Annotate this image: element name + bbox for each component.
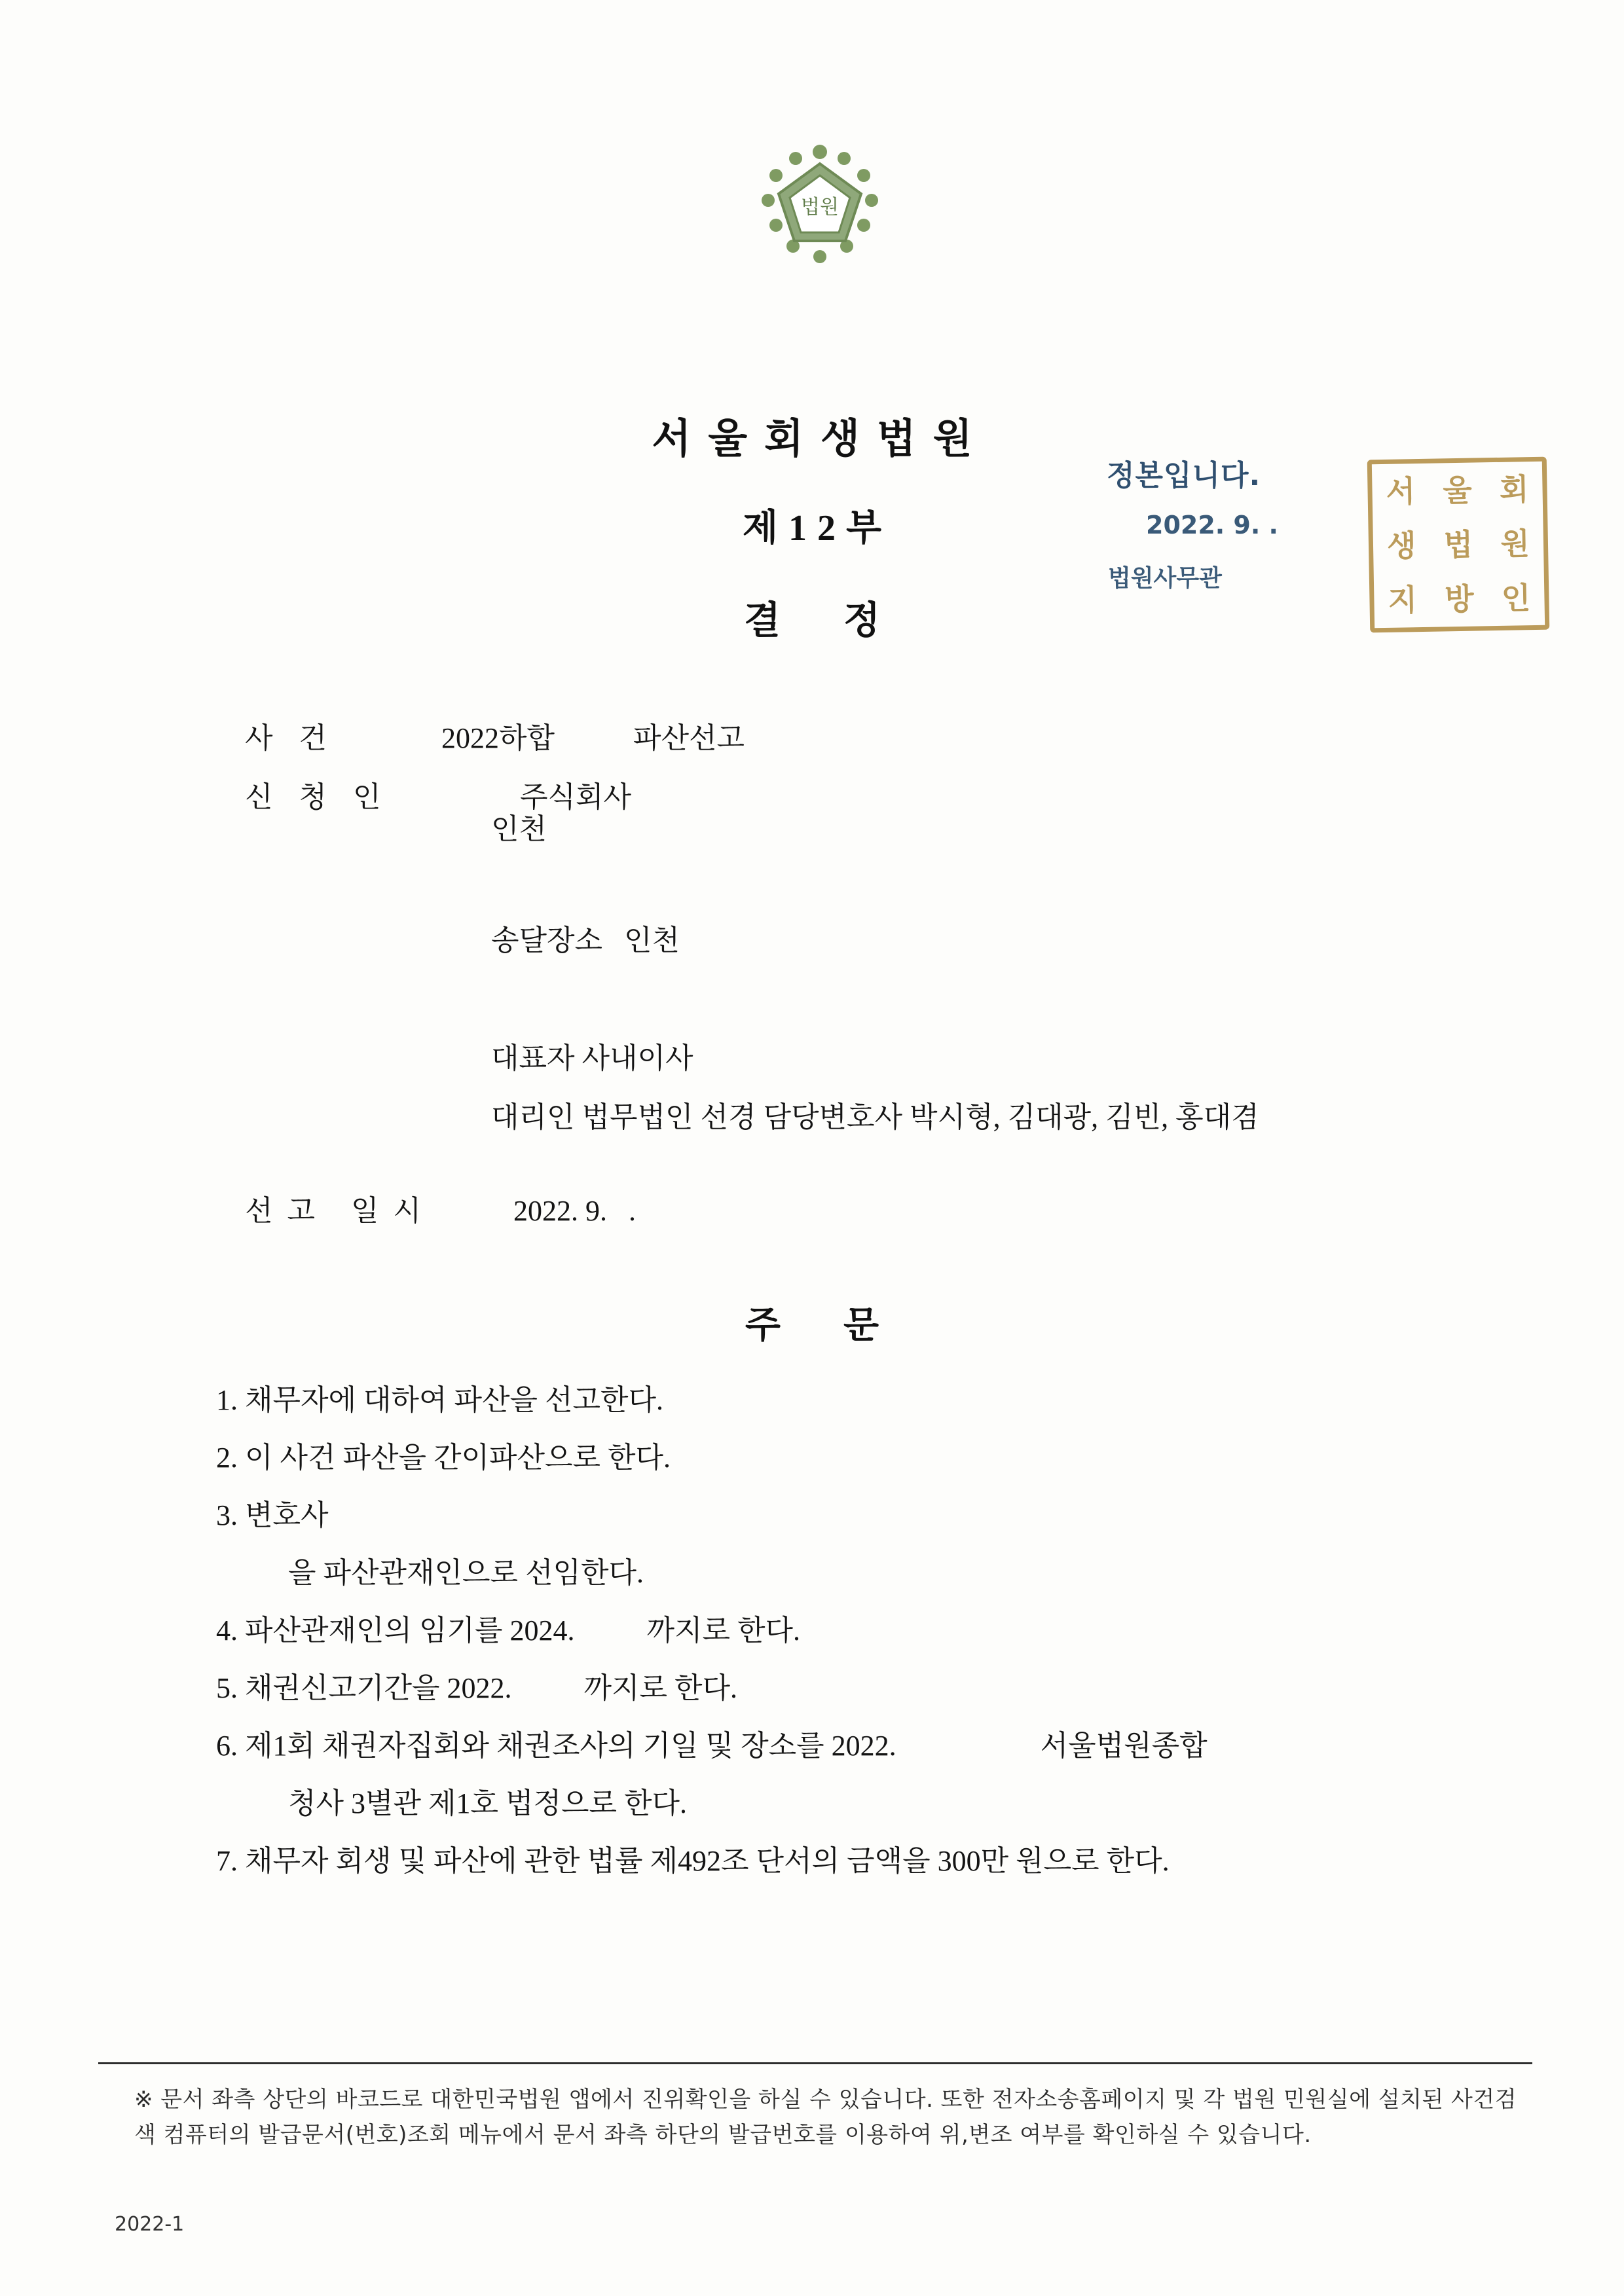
footer-divider [98, 2062, 1532, 2064]
certification-date: 2022. 9. . [1146, 511, 1278, 539]
seal-char: 지 [1388, 582, 1418, 619]
case-number: 2022하합 [441, 722, 555, 754]
list-item: 6. 제1회 채권자집회와 채권조사의 기일 및 장소를 2022. 서울법원종합 [216, 1730, 1208, 1762]
case-label: 사건 [245, 722, 354, 754]
page-title: 서울회생법원 [652, 417, 989, 462]
footer-issue-code: 2022-1 [115, 2213, 185, 2236]
agent-line: 대리인 법무법인 선경 담당변호사 박시형, 김대광, 김빈, 홍대겸 [491, 1101, 1259, 1133]
applicant-value: 주식회사 [520, 781, 632, 813]
list-item: 1. 채무자에 대하여 파산을 선고한다. [216, 1384, 664, 1416]
applicant-label: 신청인 [245, 781, 407, 813]
document-kind: 결정 [743, 599, 944, 642]
applicant-address: 인천 [491, 813, 547, 845]
list-item: 5. 채권신고기간을 2022. 까지로 한다. [216, 1672, 738, 1704]
applicant-row [216, 740, 631, 848]
decision-date-label: 선고 일시 [245, 1195, 436, 1227]
seal-char: 생 [1386, 528, 1417, 564]
seal-char: 서 [1386, 473, 1416, 509]
order-section-title: 주문 [745, 1305, 942, 1346]
list-item: 3. 변호사 [216, 1499, 329, 1531]
seal-char: 회 [1499, 471, 1529, 507]
footer-note: ※ 문서 좌측 상단의 바코드로 대한민국법원 앱에서 진위확인을 하실 수 있습니다. 또한 전자소송홈페이지 및 각 법원 민원실에 설치된 사건검색 컴퓨터의 발급문서(번호)조회 메뉴에서 문서 좌측 하단의 발급번호를 이용하여 위,변조 여부를 확인하실 수 있습니다. [134, 2086, 1517, 2148]
certification-statement: 정본입니다. [1107, 459, 1261, 492]
case-name: 파산선고 [633, 722, 745, 754]
seal-char: 울 [1442, 472, 1473, 509]
delivery-row [491, 917, 680, 958]
list-item-sub: 을 파산관재인으로 선임한다. [288, 1557, 644, 1589]
certification-officer: 법원사무관 [1108, 565, 1222, 592]
svg-text:법원: 법원 [801, 196, 839, 219]
court-division: 제12부 [742, 508, 893, 549]
court-emblem-icon [756, 137, 884, 275]
decision-date-row [216, 1154, 636, 1262]
list-item: 2. 이 사건 파산을 간이파산으로 한다. [216, 1442, 671, 1474]
delivery-label: 송달장소 [491, 924, 603, 957]
certification-block [1100, 452, 1559, 642]
decision-date-value: 2022. 9. . [513, 1195, 636, 1227]
representative-line: 대표자 사내이사 [491, 1042, 693, 1074]
list-item-sub: 청사 3별관 제1호 법정으로 한다. [288, 1787, 688, 1819]
seal-char: 인 [1501, 580, 1531, 617]
order-list [216, 1372, 1460, 1890]
list-item: 7. 채무자 회생 및 파산에 관한 법률 제492조 단서의 금액을 300만 원으로 한다. [216, 1845, 1170, 1877]
list-item: 4. 파산관재인의 임기를 2024. 까지로 한다. [216, 1614, 801, 1647]
seal-char: 원 [1500, 526, 1530, 562]
seal-char: 방 [1444, 581, 1475, 617]
official-seal-icon [1367, 457, 1550, 633]
delivery-value: 인천 [624, 924, 680, 957]
seal-char: 법 [1443, 526, 1473, 563]
